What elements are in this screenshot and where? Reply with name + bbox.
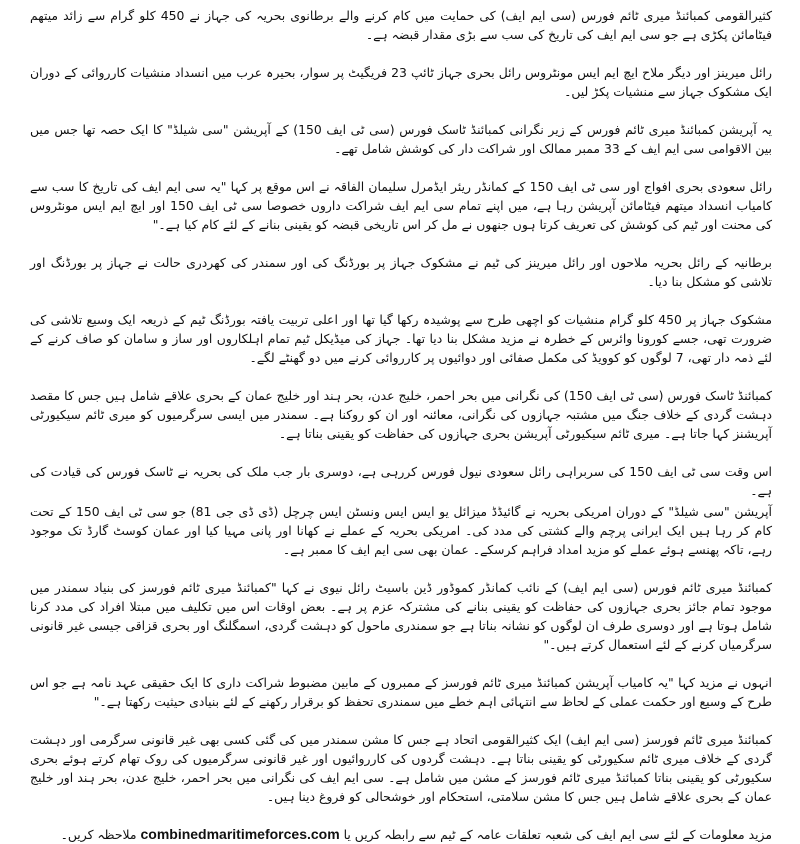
paragraph-ctf150-mission: کمبائنڈ ٹاسک فورس (سی ٹی ایف 150) کی نگرانی میں بحر احمر، خلیج عدن، بحر ہند اور خلیج عمان کے بحری علاقے شامل ہیں جس کا مقصد دہشت گردی کے خلاف جنگ میں مشتبہ جہازوں کی نگرانی، معائنہ اور ان کو روکنا ہے۔ سمندر میں ایسی سرگرمیوں کو میری ٹائم سیکیورٹی آپریشنز کہا جاتا ہے۔ میری ٹائم سیکیورٹی آپریشن بحری جہازوں کی حفاظت کو یقینی بناتا ہے۔ bbox=[30, 388, 772, 441]
paragraph-cmf-about: کمبائنڈ میری ٹائم فورسز (سی ایم ایف) ایک کثیرالقومی اتحاد ہے جس کا مشن سمندر میں کی گئی کسی بھی غیر قانونی سرگرمی اور دہشت گردی کے خلاف میری ٹائم سکیورٹی کو یقینی بناتا ہے۔ دہشت گردوں کی کارروائیوں اور غیر قانونی سرگرمیوں کی روک تھام کرتے ہوئے بحری سکیورٹی کو یقینی بناتا کمبائنڈ میری ٹائم فورسز کے مشن میں شامل ہے۔ سی ایم ایف کی نگرانی میں بحر احمر، خلیج عدن، بحر ہند اور خلیج عمان کے بحری علاقے شامل ہیں جس کا مشن سلامتی، استحکام اور خوشحالی کو فروغ دینا ہیں۔ bbox=[30, 732, 772, 804]
paragraph-seizure-summary: کثیرالقومی کمبائنڈ میری ٹائم فورس (سی ایم ایف) کی حمایت میں کام کرنے والے برطانوی بحریہ کی جہاز نے 450 کلو گرام سے زائد میتھم فیٹامائن پکڑی ہے جو سی ایم ایف کی تاریخ کی سب سے بڑی مقدار قبضہ ہے۔ bbox=[30, 8, 772, 42]
paragraph-search-details: مشکوک جہاز پر 450 کلو گرام منشیات کو اچھی طرح سے پوشیدہ رکھا گیا تھا اور اعلی تربیت یافتہ بورڈنگ ٹیم کے ذریعہ ایک وسیع تلاشی کی ضرورت تھی، جسے کورونا وائرس کے خطرہ نے مزید مشکل بنا دیا تھا۔ جہاز کی میڈیکل ٹیم تمام اہلکاروں اور ساز و سامان کو صاف کرنے کے لئے ذمہ دار تھی، 7 لوگوں کو کوویڈ کی مکمل صفائی اور دوائیوں پر کارروائی کرنے میں دو گھنٹے لگے۔ bbox=[30, 312, 772, 365]
contact-text-before: مزید معلومات کے لئے سی ایم ایف کی شعبہ تعلقات عامہ کے ٹیم سے رابطہ کریں یا bbox=[339, 827, 772, 842]
contact-text-after: ملاحظہ کریں۔ bbox=[60, 827, 141, 842]
paragraph-boarding: برطانیہ کے رائل بحریہ ملاحوں اور رائل میرینز کی ٹیم نے مشکوک جہاز پر بورڈنگ کی اور سمندر کی کھردری حالت نے جہاز پر بورڈنگ اور تلاشی کو مشکل بنا دیا۔ bbox=[30, 255, 772, 289]
website-link[interactable]: combinedmaritimeforces.com bbox=[140, 826, 340, 842]
paragraph-operation-sea-shield: یہ آپریشن کمبائنڈ میری ٹائم فورس کے زیر نگرانی کمبائنڈ ٹاسک فورس (سی ٹی ایف 150) کے آپریشن "سی شیلڈ" کا ایک حصہ تھا جس میں بین الاقوامی سی ایم ایف کے 33 ممبر ممالک اور شراکت دار کی کوشش شامل تھے۔ bbox=[30, 122, 772, 156]
paragraph-commander-quote: رائل سعودی بحری افواج اور سی ٹی ایف 150 کے کمانڈر ریئر ایڈمرل سلیمان الفاقہ نے اس موقع پر کہا "یہ سی ایم ایف کی تاریخ کا سب سے کامیاب انسداد میتھم فیٹامائن آپریشن رہا ہے، میں اپنے تمام سی ایم ایف شراکت داروں خصوصا سی ٹی ایف 150 اور ایچ ایم ایس مونٹروس کی محنت اور ٹیم کی کوشش کی تعریف کرتا ہوں جنھوں نے مل کر اس تاریخی قبضہ کو یقینی بنانے کے لئے کام کیا ہے۔" bbox=[30, 179, 773, 232]
paragraph-deputy-commander-quote: کمبائنڈ میری ٹائم فورس (سی ایم ایف) کے نائب کمانڈر کموڈور ڈین باسیٹ رائل نیوی نے کہا "کمبائنڈ میری ٹائم فورسز کی بنیاد سمندر میں موجود تمام جائز بحری جہازوں کی حفاظت کو یقینی بنانے کی مشترکہ عزم پر ہے۔ بعض اوقات اس میں تکلیف میں مبتلا افراد کی مدد کرنا شامل ہوتا ہے اور دوسری طرف ان لوگوں کو نشانہ بناتا ہے جو سمندری ماحول کو دہشت گردی، اسمگلنگ اور بحری قزاقی جیسی غیر قانونی سرگرمیاں کرنے کے لئے استعمال کرتے ہیں۔" bbox=[30, 580, 772, 652]
paragraph-contact bbox=[30, 825, 772, 844]
paragraph-saudi-leadership: اس وقت سی ٹی ایف 150 کی سربراہی رائل سعودی نیول فورس کررہی ہے، دوسری بار جب ملک کی بحریہ نے ٹاسک فورس کی قیادت کی ہے۔ bbox=[30, 464, 772, 498]
paragraph-hms-montrose: رائل میرینز اور دیگر ملاح ایچ ایم ایس مونٹروس رائل بحری جہاز ٹائپ 23 فریگیٹ پر سوار، بحیرہ عرب میں انسداد منشیات کارروائی کے دوران ایک مشکوک جہاز سے منشیات پکڑ لیں۔ bbox=[30, 65, 772, 99]
paragraph-us-navy-assist: آپریشن "سی شیلڈ" کے دوران امریکی بحریہ نے گائیڈڈ میزائل یو ایس ایس ونسٹن ایس چرچل (ڈی ڈی جی 81) جو سی ٹی ایف 150 کے تحت کام کر رہا ہیں ایک ایرانی پرچم والے کشتی کی مدد کی۔ امریکی بحریہ کے عملے نے کھانا اور پانی مہیا کیا اور عمان کوسٹ گارڈ تک موجود رہے، تاکہ پھنسے ہوئے عملے کو مزید امداد فراہم کرسکے۔ عمان بھی سی ایم ایف کا ممبر ہے۔ bbox=[30, 504, 772, 557]
paragraph-partnership-quote: انہوں نے مزید کہا "یہ کامیاب آپریشن کمبائنڈ میری ٹائم فورسز کے ممبروں کے مابین مضبوط شراکت داری کا ایک حقیقی عہد نامہ ہے جو اس طرح کے وسیع اور حکمت عملی کے لحاظ سے انتہائی اہم خطے میں سمندری تحفظ کو برقرار رکھنے کے لئے بنیادی حیثیت رکھتا ہے۔" bbox=[30, 675, 772, 709]
